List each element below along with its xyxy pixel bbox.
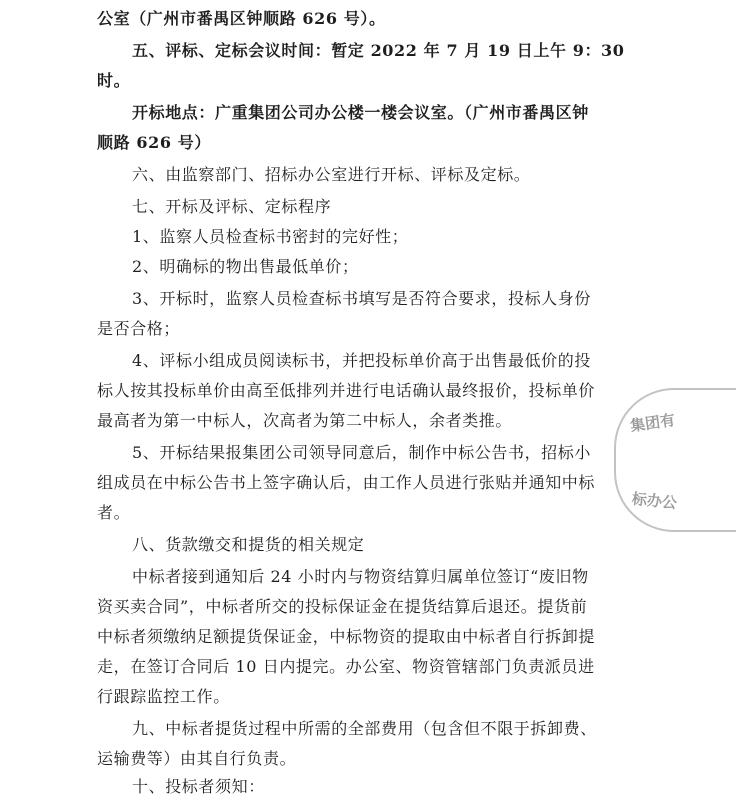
paragraph-line: 是否合格； bbox=[97, 319, 181, 338]
paragraph-line: 5、开标结果报集团公司领导同意后，制作中标公告书，招标小 bbox=[132, 443, 591, 462]
paragraph-line: 中标者接到通知后 24 小时内与物资结算归属单位签订“废旧物 bbox=[132, 567, 589, 586]
paragraph-line: 1、监察人员检查标书密封的完好性； bbox=[132, 227, 409, 246]
paragraph-line: 走，在签订合同后 10 日内提完。办公室、物资管辖部门负责派员进 bbox=[97, 657, 595, 676]
paragraph-line: 组成员在中标公告书上签字确认后，由工作人员进行张贴并通知中标 bbox=[97, 473, 596, 492]
paragraph-line: 4、评标小组成员阅读标书，并把投标单价高于出售最低价的投 bbox=[132, 351, 591, 370]
paragraph-line: 开标地点：广重集团公司办公楼一楼会议室。（广州市番禺区钟 bbox=[132, 103, 589, 122]
paragraph-line: 者。 bbox=[97, 503, 131, 522]
paragraph-line: 九、中标者提货过程中所需的全部费用（包含但不限于拆卸费、 bbox=[132, 719, 597, 738]
seal-stamp bbox=[614, 388, 736, 532]
stamp-text-top: 集团有 bbox=[629, 410, 677, 436]
paragraph-line: 八、货款缴交和提货的相关规定 bbox=[132, 535, 365, 554]
paragraph-line: 资买卖合同”，中标者所交的投标保证金在提货结算后退还。提货前 bbox=[97, 597, 588, 616]
paragraph-line: 3、开标时，监察人员检查标书填写是否符合要求，投标人身份 bbox=[132, 289, 591, 308]
paragraph-line: 2、明确标的物出售最低单价； bbox=[132, 257, 359, 276]
paragraph-line: 行跟踪监控工作。 bbox=[97, 687, 230, 706]
paragraph-line: 最高者为第一中标人，次高者为第二中标人，余者类推。 bbox=[97, 411, 513, 430]
paragraph-line: 运输费等）由其自行负责。 bbox=[97, 749, 297, 768]
paragraph-line: 五、评标、定标会议时间：暂定 2022 年 7 月 19 日上午 9：30 bbox=[132, 41, 625, 60]
paragraph-line: 顺路 626 号） bbox=[97, 133, 211, 152]
paragraph-line: 时。 bbox=[97, 71, 131, 90]
paragraph-line: 中标者须缴纳足额提货保证金，中标物资的提取由中标者自行拆卸提 bbox=[97, 627, 596, 646]
stamp-text-bottom: 标办公 bbox=[631, 489, 678, 513]
paragraph-line: 公室（广州市番禺区钟顺路 626 号）。 bbox=[97, 9, 386, 28]
paragraph-line: 七、开标及评标、定标程序 bbox=[132, 197, 332, 216]
paragraph-line: 标人按其投标单价由高至低排列并进行电话确认最终报价，投标单价 bbox=[97, 381, 596, 400]
paragraph-line: 十、投标者须知： bbox=[132, 777, 265, 796]
paragraph-line: 六、由监察部门、招标办公室进行开标、评标及定标。 bbox=[132, 165, 531, 184]
